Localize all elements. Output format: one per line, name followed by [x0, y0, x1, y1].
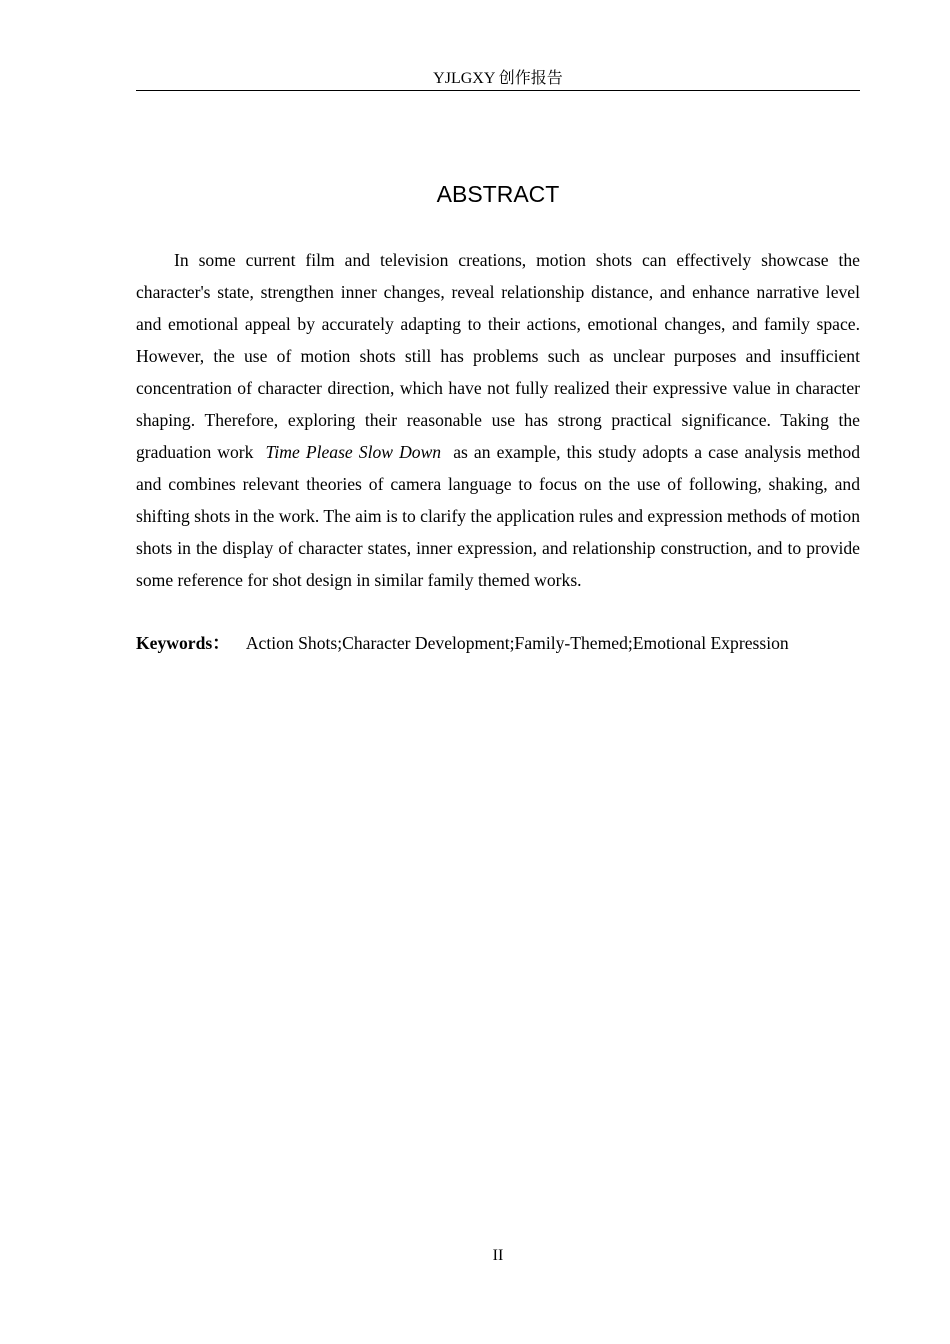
keywords-value: Action Shots;Character Development;Family-Themed;Emotional Expression [245, 633, 789, 653]
abstract-title: ABSTRACT [436, 181, 560, 207]
page-number: II [492, 1247, 504, 1264]
keywords-line [136, 628, 860, 658]
running-header: YJLGXY 创作报告 [433, 70, 563, 87]
abstract-paragraph [136, 244, 860, 596]
work-title: Time Please Slow Down [265, 442, 442, 462]
abstract-text-before-work: In some current film and television creations, motion shots can effectively showcase the character's state, strengthen inner changes, reveal relationship distance, and enhance narrative level and emotional appeal by accurately adapting to their actions, emotional changes, and family space. However, the use of motion shots still has problems such as unclear purposes and insufficient concentration of character direction, which have not fully realized their expressive value in character shaping. Therefore, exploring their reasonable use has strong practical significance. Taking the graduation work [136, 250, 860, 462]
abstract-text-after-work: as an example, this study adopts a case analysis method and combines relevant theories of camera language to focus on the use of following, shaking, and shifting shots in the work. The aim is to clarify the application rules and expression methods of motion shots in the display of character states, inner expression, and relationship construction, and to provide some reference for shot design in similar family themed works. [136, 442, 861, 590]
keywords-label: Keywords： [136, 633, 230, 653]
header-rule [136, 90, 860, 91]
